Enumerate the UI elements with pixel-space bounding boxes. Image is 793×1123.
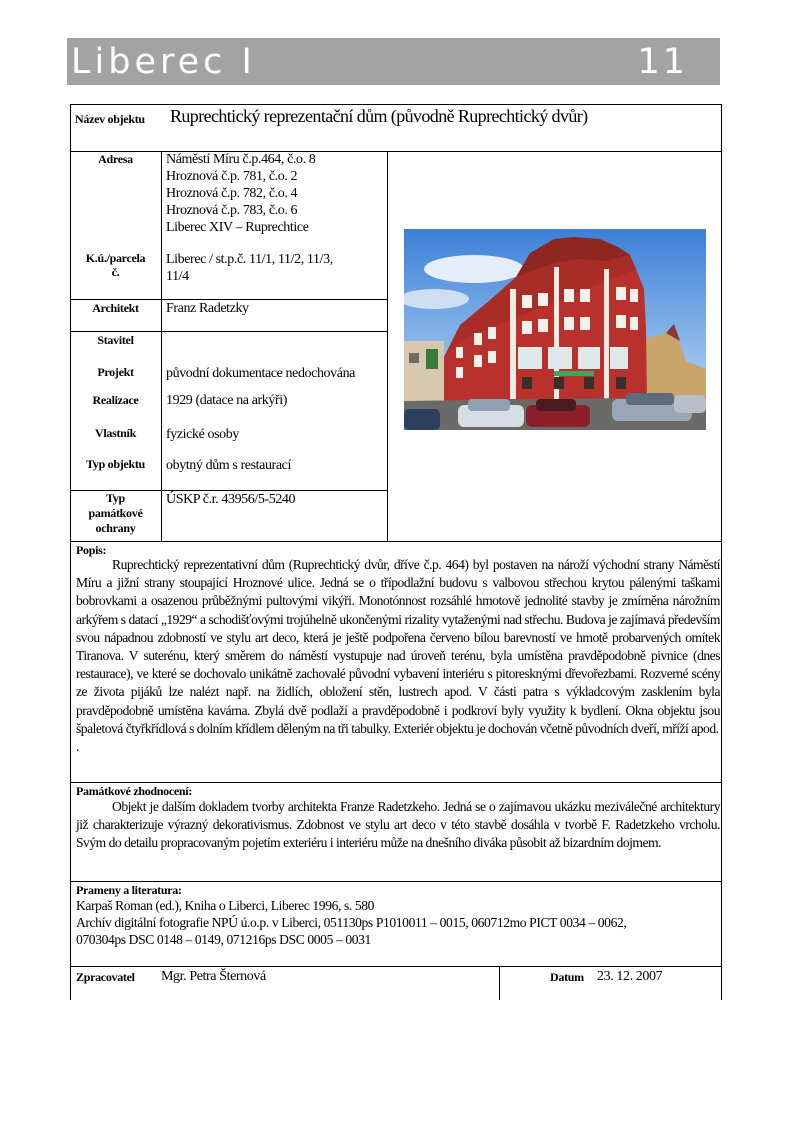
address-line: Hroznová č.p. 782, č.o. 4	[166, 186, 298, 201]
object-type-value: obytný dům s restaurací	[166, 458, 291, 473]
header-title: Liberec I	[71, 42, 256, 82]
protection-label	[70, 491, 161, 536]
record-form	[70, 104, 722, 1000]
address-line: Hroznová č.p. 783, č.o. 6	[166, 203, 298, 218]
project-value: původní dokumentace nedochována	[166, 366, 355, 381]
parcel-label-line: K.ú./parcela	[85, 251, 146, 265]
builder-label: Stavitel	[97, 333, 134, 347]
sources-label: Prameny a literatura:	[76, 883, 182, 897]
evaluation-text	[76, 798, 720, 853]
realization-value: 1929 (datace na arkýři)	[166, 393, 288, 408]
rule-before-footer	[70, 966, 722, 967]
protection-label-line: Typ	[106, 491, 125, 505]
address-line: Náměstí Míru č.p.464, č.o. 8	[166, 152, 316, 167]
header-page-number: 11	[637, 42, 688, 82]
description-paragraph: Ruprechtický reprezentativní dům (Ruprechtický dvůr, dříve č.p. 464) byl postaven na nároží východní strany Náměstí Míru a jižní strany stoupající Hroznové ulice. Jedná se o třípodlažní budovu s valbovou střechou krytou pálenými taškami bobrovkami a osazenou průběžnými pultovými vikýři. Monotónnost rozsáhlé hmotově jednolité stavby je zmírněna nárožním arkýřem s datací „1929“ a schodišťovými trojúhelně ukončenými rizality vytaženými nad střechu. Budova je zajímavá především svou nápadnou zdobností ve stylu art deco, která je ještě podpořena červeno bílou barevností ve hmotě probarvených omítek Tiranova. V suterénu, který směrem do náměstí vystupuje nad úroveň terénu, byla umístěna pravděpodobně pivnice (dnes restaurace), ve které se dochovalo unikátně zachovalé původní vybavení interiéru s pitoresknými dřevořezbami. Rozverné scény ze života pijáků lze nalézt např. na židlích, obložení stěn, lustrech apod. V části patra s výkladcovým zasklením byla pravděpodobně umístěna kavárna. Zbylá dvě podlaží a pravděpodobně i podkroví byly využity k bydlení. Okna objektu jsou špaletová čtyřkřídlová s dolním křídlem děleným na tři tabulky. Exteriér objektu je dochován včetně původních dveří, mříží apod.	[76, 557, 720, 736]
parcel-value-line: Liberec / st.p.č. 11/1, 11/2, 11/3,	[166, 252, 333, 267]
source-line: 070304ps DSC 0148 – 0149, 071216ps DSC 0005 – 0031	[76, 932, 371, 947]
parcel-label	[70, 251, 161, 279]
address-line: Liberec XIV – Ruprechtice	[166, 220, 309, 235]
object-name: Ruprechtický reprezentační dům (původně Ruprechtický dvůr)	[170, 106, 588, 126]
source-line: Karpaš Roman (ed.), Kniha o Liberci, Liberec 1996, s. 580	[76, 898, 375, 913]
rule-before-description	[70, 541, 722, 542]
rule-right	[721, 104, 722, 1000]
date-label: Datum	[550, 970, 584, 984]
description-text	[76, 556, 720, 756]
parcel-label-line: č.	[111, 265, 120, 279]
author-value: Mgr. Petra Šternová	[161, 969, 266, 984]
rule-before-sources	[70, 881, 722, 882]
address-lines	[166, 151, 315, 236]
rule-left	[70, 104, 71, 1000]
architect-label: Architekt	[92, 301, 139, 315]
architect-value: Franz Radetzky	[166, 301, 249, 316]
date-value: 23. 12. 2007	[597, 969, 663, 984]
evaluation-paragraph: Objekt je dalším dokladem tvorby architekta Franze Radetzkeho. Jedná se o zajímavou ukázku meziválečné architektury již charakterizuje výrazný dekorativismus. Zdobnost ve stylu art deco v této stavbě dosáhla v tvorbě F. Radetzkeho vrcholu. Svým do detailu propracovaným pojetím exteriéru i interiéru může na dnešního diváka působit až bizardním dojmem.	[76, 799, 720, 851]
protection-value: ÚSKP č.r. 43956/5-5240	[166, 492, 296, 507]
parcel-value	[166, 251, 333, 285]
rule-after-architect	[70, 331, 387, 332]
building-photo	[404, 229, 706, 430]
name-label: Název objektu	[75, 112, 145, 126]
owner-label: Vlastník	[95, 426, 136, 440]
description-label: Popis:	[76, 543, 107, 557]
parcel-value-line: 11/4	[166, 269, 189, 284]
rule-label-column	[161, 151, 162, 541]
rule-date-column	[499, 966, 500, 1000]
protection-label-line: ochrany	[95, 521, 136, 535]
description-trailing: .	[76, 739, 79, 755]
realization-label: Realizace	[92, 393, 139, 407]
sources-list	[76, 897, 720, 948]
project-label: Projekt	[97, 365, 134, 379]
evaluation-label: Památkové zhodnocení:	[76, 784, 193, 798]
owner-value: fyzické osoby	[166, 427, 239, 442]
object-type-label: Typ objektu	[86, 457, 145, 471]
source-line: Archív digitální fotografie NPÚ ú.o.p. v Liberci, 051130ps P1010011 – 0015, 060712mo PICT 0034 – 0062,	[76, 915, 627, 930]
rule-photo-column	[387, 151, 388, 541]
address-line: Hroznová č.p. 781, č.o. 2	[166, 169, 298, 184]
author-label: Zpracovatel	[76, 970, 135, 984]
rule-before-evaluation	[70, 782, 722, 783]
address-label: Adresa	[98, 152, 133, 166]
protection-label-line: památkové	[88, 506, 143, 520]
page-header-banner	[67, 38, 720, 85]
